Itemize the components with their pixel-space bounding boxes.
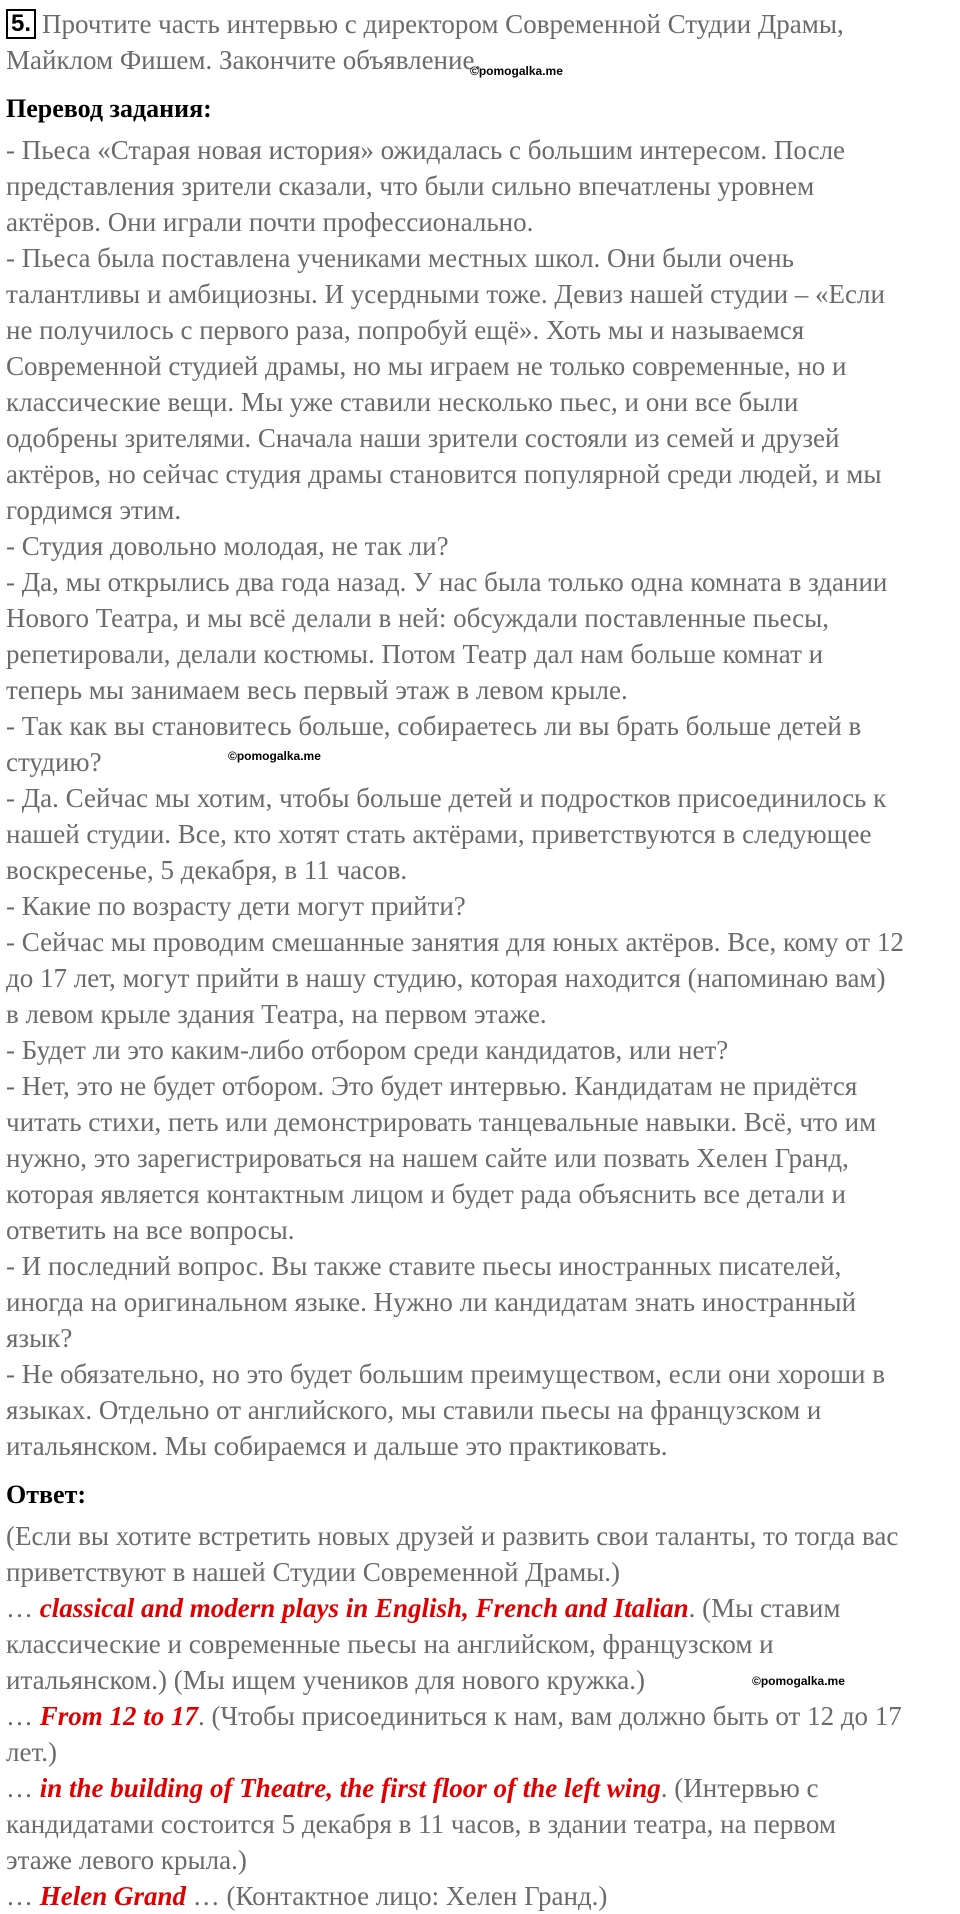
answer-item-3-line: этаже левого крыла.)	[6, 1845, 247, 1875]
answer-item-4	[6, 1878, 954, 1914]
task-line-1	[6, 6, 954, 42]
translation-line: гордимся этим.	[6, 495, 182, 525]
answer-highlight: classical and modern plays in English, French and Italian	[39, 1593, 689, 1623]
task-number: 5.	[6, 9, 36, 39]
answer-item-prefix: …	[6, 1773, 40, 1803]
translation-heading: Перевод задания:	[6, 94, 212, 123]
answer-item-1-line: классические и современные пьесы на английском, французском и	[6, 1629, 774, 1659]
document-page	[6, 6, 954, 1914]
translation-line: талантливы и амбициозны. И усердными тоже. Девиз нашей студии – «Если	[6, 279, 885, 309]
translation-line: - Пьеса «Старая новая история» ожидалась с большим интересом. После	[6, 135, 846, 165]
translation-line: языках. Отдельно от английского, мы ставили пьесы на французском и	[6, 1395, 822, 1425]
translation-line: - Сейчас мы проводим смешанные занятия для юных актёров. Все, кому от 12	[6, 927, 904, 957]
answer-item-suffix: . (Интервью с	[660, 1773, 819, 1803]
translation-line: Нового Театра, и мы всё делали в ней: обсуждали поставленные пьесы,	[6, 603, 830, 633]
translation-line: - Пьеса была поставлена учениками местных школ. Они были очень	[6, 243, 794, 273]
answer-item-1-line: итальянском.) (Мы ищем учеников для нового кружка.)	[6, 1665, 645, 1695]
answer-item-suffix: . (Чтобы присоединиться к нам, вам должно быть от 12 до 17	[198, 1701, 902, 1731]
translation-line: которая является контактным лицом и будет рада объяснить все детали и	[6, 1179, 846, 1209]
translation-line: актёров, но сейчас студия драмы становится популярной среди людей, и мы	[6, 459, 882, 489]
translation-line: теперь мы занимаем весь первый этаж в левом крыле.	[6, 675, 628, 705]
translation-line: язык?	[6, 1323, 73, 1353]
translation-line: - Студия довольно молодая, не так ли?	[6, 531, 449, 561]
translation-line: - Да. Сейчас мы хотим, чтобы больше детей и подростков присоединилось к	[6, 783, 887, 813]
answer-highlight: From 12 to 17	[39, 1701, 199, 1731]
answer-item-3	[6, 1770, 954, 1806]
translation-line: - Будет ли это каким-либо отбором среди кандидатов, или нет?	[6, 1035, 729, 1065]
translation-line: репетировали, делали костюмы. Потом Театр дал нам больше комнат и	[6, 639, 824, 669]
translation-line: - Так как вы становитесь больше, собираетесь ли вы брать больше детей в	[6, 711, 862, 741]
translation-line: - Не обязательно, но это будет большим преимуществом, если они хороши в	[6, 1359, 885, 1389]
answer-item-2-line: лет.)	[6, 1737, 57, 1767]
answer-item-2	[6, 1698, 954, 1734]
answer-item-prefix: …	[6, 1593, 40, 1623]
answer-item-3-line: кандидатами состоится 5 декабря в 11 часов, в здании театра, на первом	[6, 1809, 836, 1839]
translation-line: до 17 лет, могут прийти в нашу студию, которая находится (напоминаю вам)	[6, 963, 886, 993]
answer-item-prefix: …	[6, 1881, 40, 1911]
translation-line: нужно, это зарегистрироваться на нашем сайте или позвать Хелен Гранд,	[6, 1143, 849, 1173]
translation-line: одобрены зрителями. Сначала наши зрители состояли из семей и друзей	[6, 423, 840, 453]
watermark: ©pomogalka.me	[470, 64, 563, 78]
watermark: ©pomogalka.me	[752, 1674, 845, 1688]
watermark: ©pomogalka.me	[228, 749, 321, 763]
translation-text	[6, 132, 954, 1464]
translation-line: нашей студии. Все, кто хотят стать актёрами, приветствуются в следующее	[6, 819, 872, 849]
answer-item-suffix: … (Контактное лицо: Хелен Гранд.)	[186, 1881, 608, 1911]
translation-line: читать стихи, петь или демонстрировать танцевальные навыки. Всё, что им	[6, 1107, 877, 1137]
translation-line: - Нет, это не будет отбором. Это будет интервью. Кандидатам не придётся	[6, 1071, 858, 1101]
answer-block	[6, 1518, 954, 1914]
translation-line: классические вещи. Мы уже ставили несколько пьес, и они все были	[6, 387, 799, 417]
answer-item-1	[6, 1590, 954, 1626]
answer-highlight: Helen Grand	[39, 1881, 187, 1911]
translation-line: - И последний вопрос. Вы также ставите пьесы иностранных писателей,	[6, 1251, 842, 1281]
answer-item-prefix: …	[6, 1701, 40, 1731]
translation-line: воскресенье, 5 декабря, в 11 часов.	[6, 855, 408, 885]
translation-line: Современной студией драмы, но мы играем не только современные, но и	[6, 351, 847, 381]
translation-line: актёров. Они играли почти профессионально.	[6, 207, 534, 237]
task-line-2: Майклом Фишем. Закончите объявление.	[6, 45, 482, 75]
translation-line: иногда на оригинальном языке. Нужно ли кандидатам знать иностранный	[6, 1287, 857, 1317]
translation-line: в левом крыле здания Театра, на первом этаже.	[6, 999, 547, 1029]
task-text-line-1: Прочтите часть интервью с директором Современной Студии Драмы,	[42, 9, 844, 39]
translation-line: ответить на все вопросы.	[6, 1215, 295, 1245]
answer-highlight: in the building of Theatre, the first floor of the left wing	[39, 1773, 661, 1803]
translation-line: итальянском. Мы собираемся и дальше это практиковать.	[6, 1431, 668, 1461]
answer-heading: Ответ:	[6, 1480, 87, 1509]
answer-item-suffix: . (Мы ставим	[688, 1593, 841, 1623]
answer-intro-line-2: приветствуют в нашей Студии Современной Драмы.)	[6, 1557, 621, 1587]
answer-intro-line-1: (Если вы хотите встретить новых друзей и развить свои таланты, то тогда вас	[6, 1521, 899, 1551]
translation-line: представления зрители сказали, что были сильно впечатлены уровнем	[6, 171, 815, 201]
translation-line: не получилось с первого раза, попробуй ещё». Хоть мы и называемся	[6, 315, 805, 345]
translation-line: - Да, мы открылись два года назад. У нас была только одна комната в здании	[6, 567, 888, 597]
translation-line: - Какие по возрасту дети могут прийти?	[6, 891, 466, 921]
translation-line: студию?	[6, 747, 102, 777]
